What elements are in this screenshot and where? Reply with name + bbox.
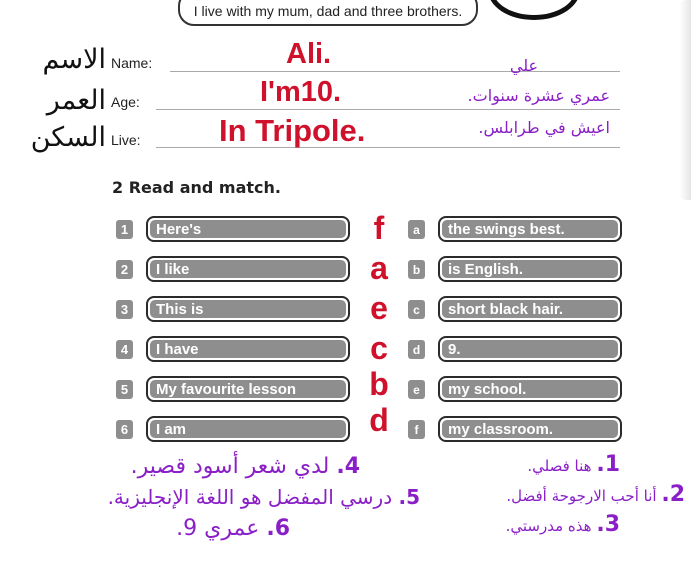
match-right-text: the swings best.	[442, 220, 618, 238]
arabic-label-age: العمر	[46, 85, 106, 116]
translation-4	[110, 454, 360, 479]
match-right-box	[438, 296, 622, 322]
match-left-box	[146, 336, 350, 362]
match-answer: a	[370, 250, 388, 286]
match-answer: b	[369, 366, 389, 402]
translation-number: 4.	[336, 454, 360, 479]
item-letter: c	[408, 300, 425, 319]
speech-bubble-text: I live with my mum, dad and three brothers.	[193, 3, 463, 19]
match-right-box	[438, 416, 622, 442]
translation-6	[160, 516, 290, 541]
translation-number: 6.	[266, 516, 290, 541]
arabic-note-name: علي	[509, 56, 539, 75]
translation-2	[440, 482, 685, 507]
match-right-text: my school.	[442, 380, 618, 398]
item-number: 3	[116, 300, 133, 319]
item-number: 4	[116, 340, 133, 359]
translation-number: 5.	[398, 485, 420, 509]
translation-number: 3.	[596, 512, 620, 537]
translation-text: هذه مدرستي.	[505, 517, 592, 535]
match-left-text: This is	[150, 300, 346, 318]
translation-1	[470, 452, 620, 477]
item-number: 1	[116, 220, 133, 239]
arabic-label-live: السكن	[30, 122, 106, 153]
age-answer: I'm10.	[260, 76, 342, 108]
translation-number: 1.	[596, 452, 620, 477]
match-answer: c	[370, 330, 388, 366]
match-left-text: My favourite lesson	[150, 380, 346, 398]
age-label: Age:	[111, 94, 140, 110]
match-answer: f	[373, 210, 385, 246]
translation-text: عمري 9.	[176, 516, 260, 541]
match-left-box	[146, 216, 350, 242]
translation-number: 2.	[661, 482, 685, 507]
match-left-text: I am	[150, 420, 346, 438]
match-left-box	[146, 416, 350, 442]
name-label: Name:	[111, 55, 153, 71]
translation-3	[480, 512, 620, 537]
item-number: 5	[116, 380, 133, 399]
translation-text: أنا أحب الارجوحة أفضل.	[506, 487, 657, 505]
live-label: Live:	[111, 132, 141, 148]
item-letter: f	[408, 420, 425, 439]
match-left-text: I like	[150, 260, 346, 278]
match-left-box	[146, 296, 350, 322]
item-number: 2	[116, 260, 133, 279]
page-edge-shadow	[679, 0, 691, 200]
match-right-box	[438, 336, 622, 362]
match-right-text: is English.	[442, 260, 618, 278]
match-answer: d	[369, 402, 389, 438]
match-right-box	[438, 376, 622, 402]
item-letter: e	[408, 380, 425, 399]
translation-text: هنا فصلي.	[527, 457, 592, 475]
item-letter: b	[408, 260, 425, 279]
exercise-title: 2 Read and match.	[112, 178, 281, 197]
translation-5	[40, 485, 420, 509]
translation-text: درسي المفضل هو اللغة الإنجليزية.	[107, 485, 393, 509]
speech-bubble	[178, 0, 478, 26]
match-left-box	[146, 256, 350, 282]
item-letter: a	[408, 220, 425, 239]
decorative-arc	[488, 0, 580, 20]
match-right-text: 9.	[442, 340, 618, 358]
name-line	[170, 71, 620, 72]
translation-text: لدي شعر أسود قصير.	[130, 454, 330, 479]
match-answer: e	[370, 290, 388, 326]
item-letter: d	[408, 340, 425, 359]
match-right-box	[438, 256, 622, 282]
arabic-note-live: اعيش في طرابلس.	[478, 118, 610, 137]
arabic-note-age: عمري عشرة سنوات.	[467, 86, 610, 105]
live-answer: In Tripole.	[219, 113, 366, 148]
name-answer: Ali.	[286, 38, 332, 70]
match-right-text: my classroom.	[442, 420, 618, 438]
age-line	[156, 109, 620, 110]
item-number: 6	[116, 420, 133, 439]
match-right-box	[438, 216, 622, 242]
arabic-label-name: الاسم	[42, 44, 106, 75]
match-left-text: I have	[150, 340, 346, 358]
match-left-box	[146, 376, 350, 402]
match-right-text: short black hair.	[442, 300, 618, 318]
match-left-text: Here's	[150, 220, 346, 238]
